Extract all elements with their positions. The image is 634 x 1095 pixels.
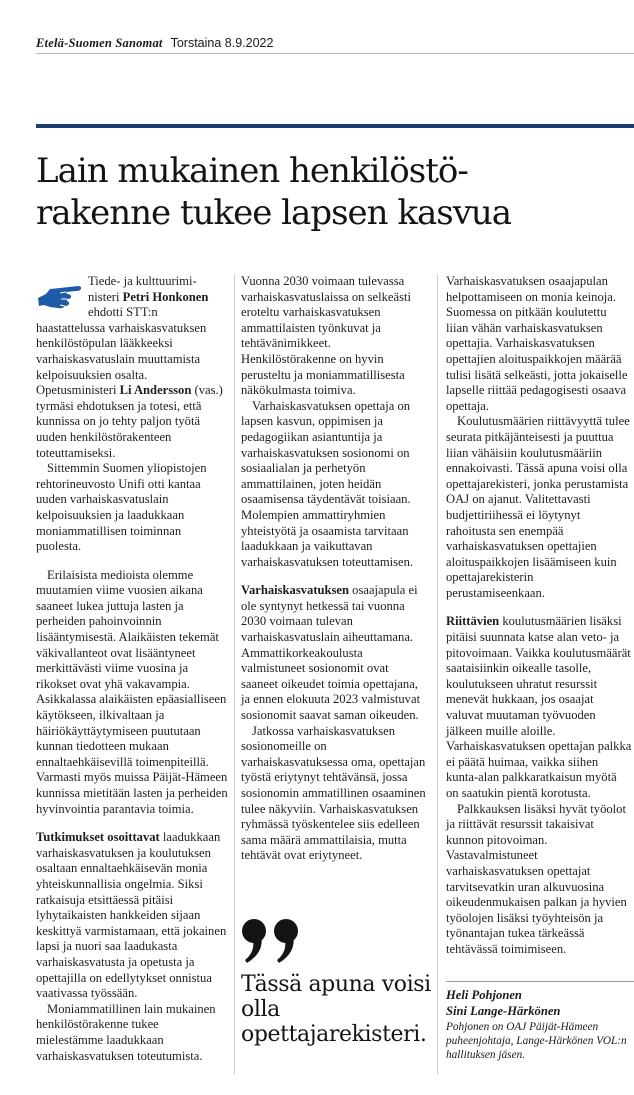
paragraph: Tutkimukset osoittavat laadukkaan varhaiskasvatuksen ja koulutuksen osaltaan ennaltaehkäisevän monia yhteiskunnallisia ongelmia. Siksi ratkaisuja etsittäessä pitäisi lyhytaikaisten hankkeiden sijaan keskittyä varmistamaan, että jokainen lapsi ja nuori saa laadukasta varhaiskasvatusta ja opetusta ja opettajilla on edellytykset onnistua vaativassa työssään. xyxy=(36,830,227,1001)
headline-line-2: rakenne tukee lapsen kasvua xyxy=(36,193,512,233)
pointing-hand-icon xyxy=(36,280,82,310)
paragraph: Jatkossa varhaiskasvatuksen sosionomeille on varhaiskasvatuksessa oma, opettajan työstä eriytynyt tehtävänsä, jossa sosionomin ammatillinen osaaminen tulee näkyviin. Varhaiskasvatuksen ryhmässä työskentelee siis edelleen sama määrä ammattilaisia, mutta tehtävät ovat eriytyneet. xyxy=(241,723,426,863)
lead-in: Riittävien xyxy=(446,614,500,629)
person-name: Petri Honkonen xyxy=(122,289,209,304)
headline xyxy=(36,150,616,234)
headline-line-1: Lain mukainen henkilöstö- xyxy=(36,151,468,191)
paragraph: Koulutusmäärien riittävyyttä tulee seurata pitkäjänteisesti ja puuttua liian vähäisiin koulutusmääriin ennakoivasti. Tässä apuna voisi olla opettajarekisteri, jonka perustamista OAJ on ajanut. Valitettavasti budjettiriihessä ei löytynyt rahoitusta sen enempää varhaiskasvatuksen opettajien aloituspaikkojen lisäämiseen kuin opettajarekisterin perustamiseenkaan. xyxy=(446,414,630,600)
lead-in: Tutkimukset osoittavat xyxy=(36,830,160,845)
signature xyxy=(446,988,634,1062)
column-2 xyxy=(241,274,427,864)
signature-rule xyxy=(446,981,634,982)
author-name: Heli Pohjonen xyxy=(446,988,522,1002)
section-bar xyxy=(36,124,634,128)
paragraph: Tiede- ja kulttuurimi- nisteri Petri Honkonen ehdotti STT:n haastattelussa varhaiskasvatuksen henkilöstöpulan lääkkeeksi varhaiskasvatuslain muuttamista kelpoisuuksien osalta. Opetusministeri Li Andersson (vas.) tyrmäsi ehdotuksen ja totesi, että kunnissa on jo tehty paljon työtä uuden henkilöstörakenteen toteuttamiseksi. xyxy=(36,274,223,460)
masthead xyxy=(36,35,273,51)
author-name: Sini Lange-Härkönen xyxy=(446,1003,561,1018)
quote-mark-icon xyxy=(241,918,311,964)
paragraph: Palkkauksen lisäksi hyvät työolot ja riittävät resurssit takaisivat kunnon pitovoiman. Vastavalmistuneet varhaiskasvatuksen opettajat tarvitsevatkin uran alkuvuosina oikeudenmukaisen palkan ja hyvien työolojen lisäksi työyhteisön ja työnantajan tukea tärkeässä tehtävässä toimimiseen. xyxy=(446,801,627,956)
paragraph: Sittemmin Suomen yliopistojen rehtorineuvosto Unifi otti kantaa uuden varhaiskasvatuslain kelpoisuuksien ja laadukkaan moniammatillisen toiminnan puolesta. xyxy=(36,461,207,554)
paragraph: Moniammatillinen lain mukainen henkilöstörakenne tukee mielestämme laadukkaan varhaiskasvatuksen toteutumista. xyxy=(36,1001,216,1063)
paragraph: Erilaisista medioista olemme muutamien viime vuosien aikana saaneet lukea juttuja lasten ja perheiden pahoinvoinnin lisääntymisestä. Alaikäisten tekemät väkivallanteot ovat lisääntyneet merkittävästi viime vuosina ja rikokset ovat yhä vakavampia. Asikkalassa alaikäisten epäasialliseen käytökseen, ilkivaltaan ja häiriökäyttäytymiseen puututaan kunnan tiedotteen mukaan ennaltaehkäisevillä toimenpiteillä. Varmasti myös muissa Päijät-Hämeen kunnissa mietitään lasten ja perheiden hyvinvointia parantavia toimia. xyxy=(36,567,228,816)
paragraph: Varhaiskasvatuksen osaajapula ei ole syntynyt hetkessä tai vuonna 2030 voimaan tulevan varhaiskasvatuslain aiheuttamana. Ammattikorkeakoulusta valmistuneet sosionomit ovat saaneet oikeudet toimia opettajana, ja ennen elokuuta 2023 valmistuvat sosionomit saavat saman oikeuden. xyxy=(241,583,421,723)
pull-quote: Tässä apuna voisi olla opettajarekisteri. xyxy=(241,972,431,1047)
paper-name: Etelä-Suomen Sanomat xyxy=(36,36,163,50)
person-name: Li Andersson xyxy=(119,383,192,398)
masthead-rule xyxy=(36,53,634,54)
paragraph: Varhaiskasvatuksen opettaja on lapsen kasvun, oppimisen ja pedagogiikan asiantuntija ja varhaiskasvatuksen sosionomi on sosiaalialan ja perhetyön ammattilainen, joten heidän osaamisensa täydentävät toisiaan. Molempien ammattiryhmien yhteistyötä ja osaamista tarvitaan laadukkaan ja vaikuttavan varhaiskasvatuksen toteuttamisen. xyxy=(241,398,414,569)
paragraph: Vuonna 2030 voimaan tulevassa varhaiskasvatuslaissa on selkeästi eroteltu varhaiskasvatuksen ammattilaisten työnkuvat ja tehtävänimikkeet. Henkilöstörakenne on hyvin perusteltu ja moniammatillisesta näkökulmasta toimiva. xyxy=(241,274,411,398)
author-role: Pohjonen on OAJ Päijät-Hämeen puheenjohtaja, Lange-Härkönen VOL:n hallituksen jäsen. xyxy=(446,1021,627,1061)
paragraph: Varhaiskasvatuksen osaajapulan helpottamiseen on monia keinoja. Suomessa on pitkään koulutettu liian vähän varhaiskasvatuksen opettajia. Varhaiskasvatuksen opettajien aloituspaikkojen määrää tulisi lisätä selkeästi, jotta jokaiselle lapselle riittää pedagogisesti osaava opettaja. xyxy=(446,274,628,413)
column-divider xyxy=(437,274,438,1074)
column-divider xyxy=(234,274,235,1074)
lead-in: Varhaiskasvatuksen xyxy=(241,583,350,598)
issue-date: Torstaina 8.9.2022 xyxy=(170,36,274,50)
column-1 xyxy=(36,274,228,1064)
column-3 xyxy=(446,274,632,958)
paragraph: Riittävien koulutusmäärien lisäksi pitäisi suunnata katse alan veto- ja pitovoimaan. Vaikka koulutusmäärät saataisiinkin oikealle tasolle, koulutukseen uhratut resurssit menevät hukkaan, jos osaajat valuvat muutaman työvuoden jälkeen muille aloille. Varhaiskasvatuksen opettajan palkka ei päätä huimaa, vaikka siihen kunta-alan palkkaratkaisun myötä on saatukin pientä korotusta. xyxy=(446,614,632,800)
